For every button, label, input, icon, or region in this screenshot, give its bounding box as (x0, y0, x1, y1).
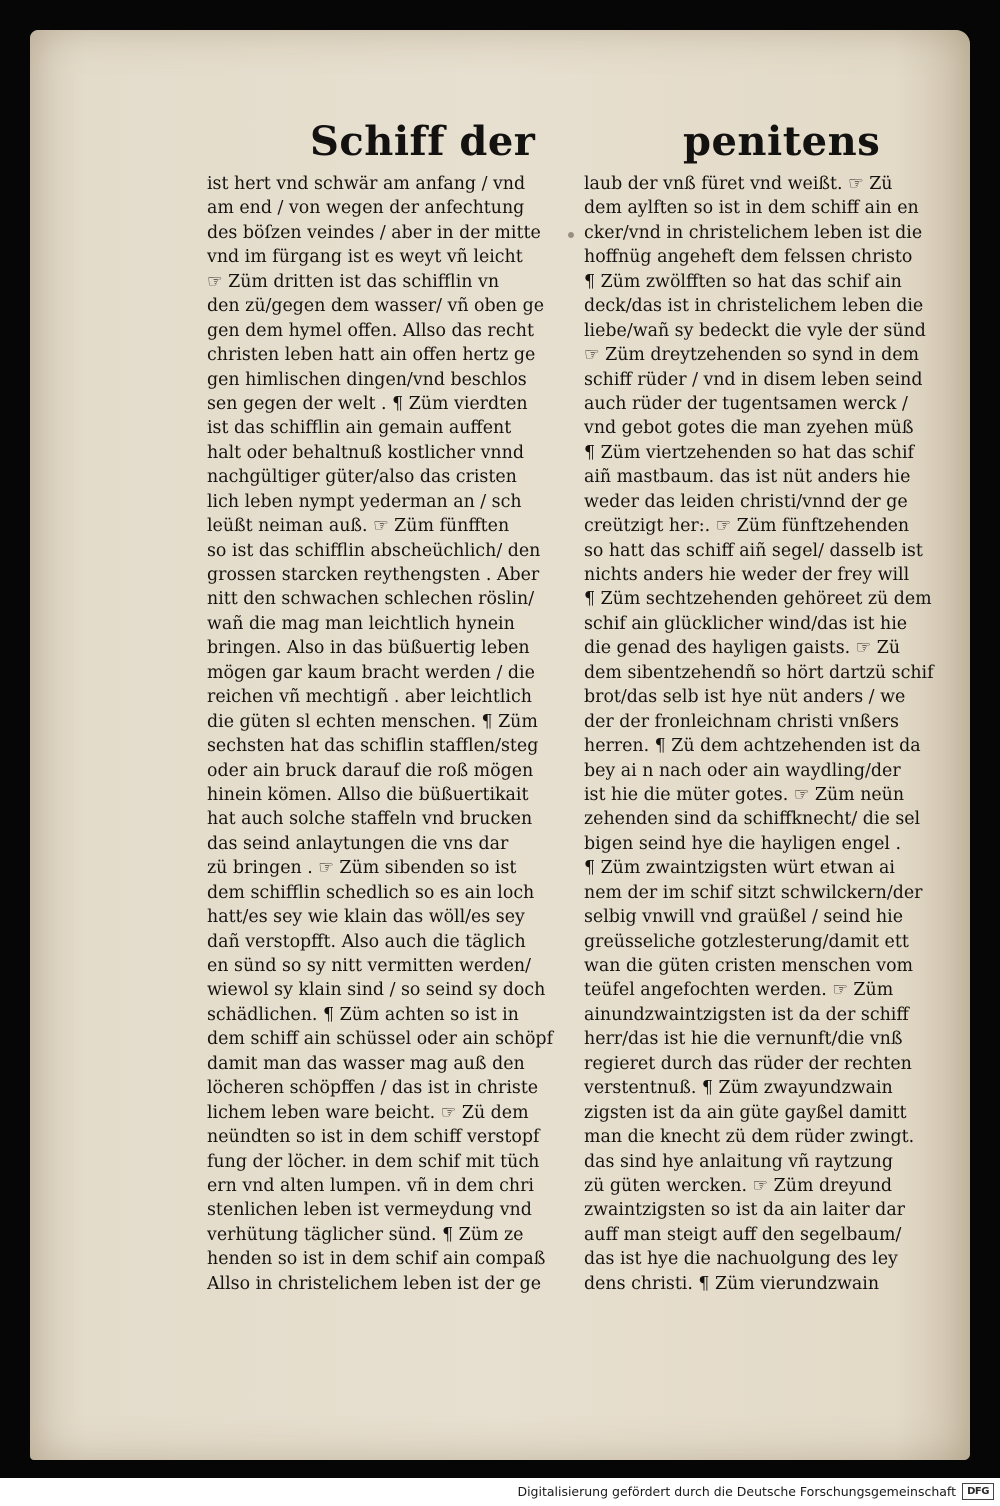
text-line: so hatt das schiff aiñ segel/ dasselb ist (584, 540, 923, 561)
text-line: lichem leben ware beicht. ☞ Zü dem (207, 1102, 529, 1123)
text-line: herr/das ist hie die vernunft/die vnß (584, 1029, 903, 1050)
text-line: regieret durch das rüder der rechten (584, 1053, 912, 1074)
text-line: nem der im schif sitzt schwilckern/der (584, 882, 923, 903)
text-line: ☞ Züm dreytzehenden so synd in dem (584, 345, 920, 366)
text-line: hinein kömen. Allso die büßuertikait (207, 784, 529, 805)
text-line: ist das schifflin ain gemain auffent (207, 418, 512, 439)
text-line: das sind hye anlaitung vñ raytzung (584, 1151, 893, 1172)
text-line: auch rüder der tugentsamen werck / (584, 393, 908, 414)
text-line: ainundzwaintzigsten ist da der schiff (584, 1004, 909, 1025)
text-line: das seind anlaytungen die vns dar (207, 833, 509, 854)
text-line: des böſzen veindes / aber in der mitte (207, 222, 541, 243)
footer-bar (0, 1478, 1000, 1506)
text-line: laub der vnß füret vnd weißt. ☞ Zü (584, 174, 893, 194)
text-line: en sünd so sy nitt vermitten werden/ (207, 956, 531, 976)
text-line: bey ai n nach oder ain waydling/der (584, 760, 901, 781)
text-line: henden so ist in dem schif ain compaß (207, 1249, 546, 1270)
text-line: zü bringen . ☞ Züm sibenden so ist (207, 858, 517, 879)
text-line: ☞ Züm dritten ist das schifflin vn (207, 271, 500, 292)
text-line: dem aylften so ist in dem schiff ain en (584, 198, 919, 219)
text-line: dem schiff ain schüssel oder ain schöpf (207, 1029, 554, 1050)
text-line: herren. ¶ Zü dem achtzehenden ist da (584, 736, 921, 757)
text-line: ¶ Züm zwaintzigsten würt etwan ai (584, 858, 895, 879)
page-mark (568, 232, 574, 238)
text-line: zehenden sind da schiffknecht/ die sel (584, 809, 921, 830)
text-line: zigsten ist da ain güte gayßel damitt (584, 1102, 907, 1123)
text-line: zwaintzigsten so ist da ain laiter dar (584, 1200, 905, 1221)
text-line: ¶ Züm viertzehenden so hat das schif (584, 442, 914, 463)
text-line: creützigt her:. ☞ Züm fünftzehenden (584, 516, 910, 537)
text-line: neündten so ist in dem schiff verstopf (207, 1127, 540, 1148)
text-line: selbig vnwill vnd graüßel / seind hie (584, 907, 904, 928)
text-line: ist hert vnd schwär am anfang / vnd (207, 174, 526, 194)
text-line: oder ain bruck darauf die roß mögen (207, 760, 534, 781)
funding-notice: Digitalisierung gefördert durch die Deutsche Forschungsgemeinschaft (517, 1484, 956, 1499)
text-line: ¶ Züm sechtzehenden gehöreet zü dem (584, 589, 932, 610)
text-line: halt oder behaltnuß kostlicher vnnd (207, 442, 524, 463)
text-line: man die knecht zü dem rüder zwingt. (584, 1127, 915, 1148)
text-line: greüsseliche gotzlesterung/damit ett (584, 931, 909, 952)
text-line: damit man das wasser mag auß den (207, 1053, 525, 1074)
text-line: zü güten wercken. ☞ Züm dreyund (584, 1175, 893, 1196)
text-line: gen himlischen dingen/vnd beschlos (207, 369, 527, 390)
text-line: sen gegen der welt . ¶ Züm vierdten (207, 393, 528, 414)
text-line: lich leben nympt yederman an / sch (207, 491, 522, 512)
text-line: schif ain glücklicher wind/das ist hie (584, 613, 908, 634)
text-line: schiff rüder / vnd in disem leben seind (584, 369, 923, 390)
text-line: leüßt neiman auß. ☞ Züm fünfften (207, 516, 510, 537)
text-line: bringen. Also in das büßuertig leben (207, 638, 530, 659)
text-line: hoffnüg angeheft dem felssen christo (584, 247, 913, 268)
text-line: reichen vñ mechtigñ . aber leichtlich (207, 687, 532, 708)
text-line: mögen gar kaum bracht werden / die (207, 662, 535, 683)
text-line: dem schifflin schedlich so es ain loch (207, 882, 535, 903)
text-line: die güten sl echten menschen. ¶ Züm (207, 711, 538, 732)
text-line: bigen seind hye die hayligen engel . (584, 833, 902, 854)
text-line: verhütung täglicher sünd. ¶ Züm ze (207, 1224, 524, 1245)
text-line: verstentnuß. ¶ Züm zwayundzwain (584, 1078, 893, 1099)
text-line: das ist hye die nachuolgung des ley (584, 1249, 898, 1270)
text-line: ist hie die müter gotes. ☞ Züm neün (584, 784, 905, 805)
text-line: christen leben hatt ain offen hertz ge (207, 345, 536, 366)
text-line: der der fronleichnam christi vnßers (584, 711, 899, 732)
dfg-logo: DFG (962, 1483, 994, 1500)
text-line: teüfel angefochten werden. ☞ Züm (584, 980, 894, 1001)
text-line: dañ verstopfft. Also auch die täglich (207, 931, 526, 952)
running-header-right: penitens (683, 118, 881, 165)
text-line: cker/vnd in christelichem leben ist die (584, 222, 923, 243)
text-line: grossen starcken reythengsten . Aber (207, 565, 540, 585)
text-line: nichts anders hie weder der frey will (584, 565, 910, 585)
text-line: brot/das selb ist hye nüt anders / we (584, 687, 906, 708)
text-column-left (207, 172, 567, 1296)
text-line: ern vnd alten lumpen. vñ in dem chri (207, 1175, 534, 1196)
text-line: dem sibentzehendñ so hört dartzü schif (584, 662, 934, 683)
text-line: weder das leiden christi/vnnd der ge (584, 491, 908, 512)
text-line: dens christi. ¶ Züm vierundzwain (584, 1273, 880, 1294)
text-line: nitt den schwachen schlechen röslin/ (207, 589, 535, 610)
text-line: hat auch solche staffeln vnd brucken (207, 809, 533, 830)
text-line: auff man steigt auff den segelbaum/ (584, 1224, 902, 1245)
text-line: gen dem hymel offen. Allso das recht (207, 320, 534, 341)
text-line: am end / von wegen der anfechtung (207, 198, 525, 219)
text-line: aiñ mastbaum. das ist nüt anders hie (584, 467, 911, 488)
text-line: liebe/wañ sy bedeckt die vyle der sünd (584, 320, 926, 341)
text-line: löcheren schöpffen / das ist in christe (207, 1078, 539, 1099)
text-line: vnd gebot gotes die man zyehen müß (584, 418, 914, 439)
text-line: sechsten hat das schiflin stafflen/steg (207, 736, 539, 757)
text-column-right (584, 172, 934, 1296)
text-line: fung der löcher. in dem schif mit tüch (207, 1151, 540, 1172)
text-line: vnd im fürgang ist es weyt vñ leicht (207, 247, 523, 268)
running-header-left: Schiff der (310, 118, 536, 165)
text-line: wan die güten cristen menschen vom (584, 956, 914, 976)
text-line: nachgültiger güter/also das cristen (207, 467, 517, 488)
text-line: ¶ Züm zwölfften so hat das schif ain (584, 271, 902, 292)
text-line: Allso in christelichem leben ist der ge (207, 1273, 541, 1294)
text-line: schädlichen. ¶ Züm achten so ist in (207, 1004, 519, 1025)
text-line: so ist das schifflin abscheüchlich/ den (207, 540, 541, 561)
text-line: die genad des hayligen gaists. ☞ Zü (584, 638, 901, 659)
text-line: den zü/gegen dem wasser/ vñ oben ge (207, 296, 545, 317)
text-line: stenlichen leben ist vermeydung vnd (207, 1200, 532, 1221)
text-line: deck/das ist in christelichem leben die (584, 296, 924, 317)
text-line: wiewol sy klain sind / so seind sy doch (207, 980, 546, 1001)
text-line: wañ die mag man leichtlich hynein (207, 613, 515, 634)
text-line: hatt/es sey wie klain das wöll/es sey (207, 907, 525, 928)
